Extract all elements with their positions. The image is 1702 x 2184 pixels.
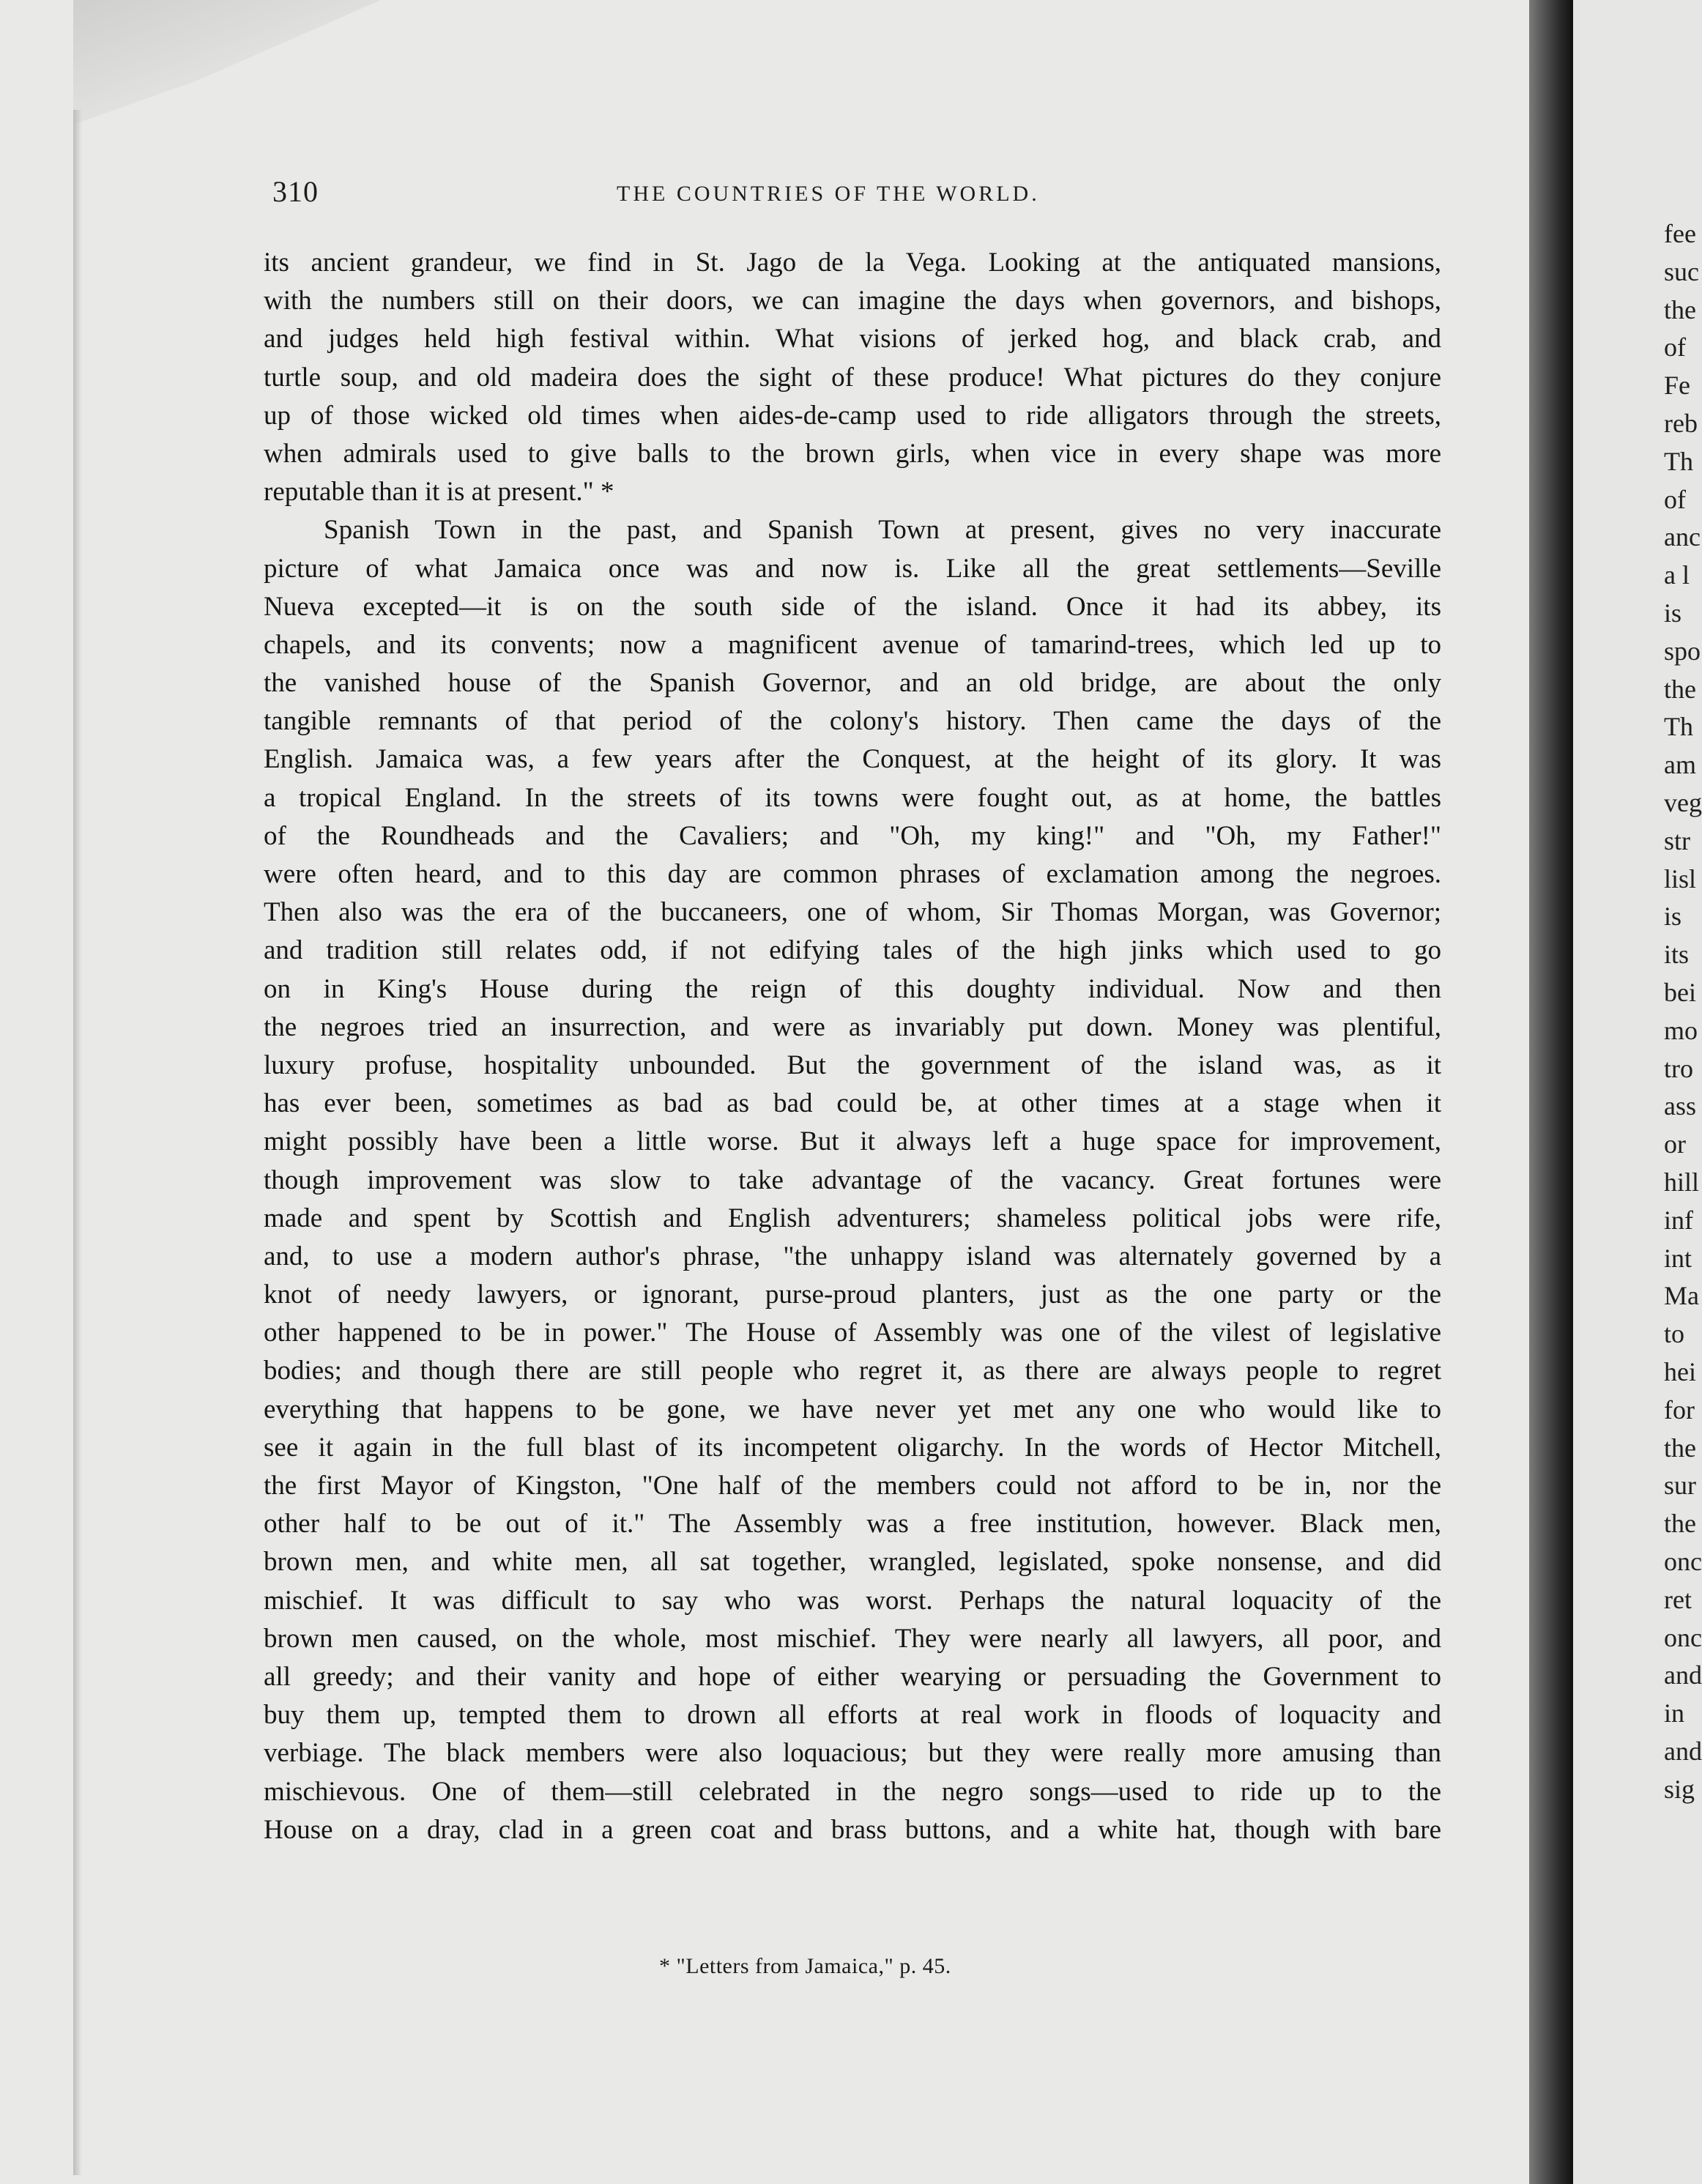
adjacent-line-fragment: bei xyxy=(1664,978,1696,1007)
text-line: brown men caused, on the whole, most mischief. They were nearly all lawyers, all poor, and xyxy=(264,1623,1441,1654)
text-line: with the numbers still on their doors, we can imagine the days when governors, and bishops, xyxy=(264,286,1441,316)
text-line: mischievous. One of them—still celebrated in the negro songs—used to ride up to the xyxy=(264,1776,1441,1807)
adjacent-line-fragment: tro xyxy=(1664,1053,1693,1083)
adjacent-line-fragment: and xyxy=(1664,1660,1702,1690)
text-line: mischief. It was difficult to say who was worst. Perhaps the natural loquacity of the xyxy=(264,1585,1441,1616)
text-line: when admirals used to give balls to the brown girls, when vice in every shape was more xyxy=(264,438,1441,469)
adjacent-line-fragment: anc xyxy=(1664,522,1701,552)
text-line: English. Jamaica was, a few years after the Conquest, at the height of its glory. It was xyxy=(264,744,1441,775)
text-line: the first Mayor of Kingston, "One half of the members could not afford to be in, nor the xyxy=(264,1471,1441,1501)
adjacent-line-fragment: the xyxy=(1664,294,1696,324)
adjacent-line-fragment: in xyxy=(1664,1698,1685,1728)
page-header xyxy=(272,174,1444,218)
adjacent-line-fragment: lisl xyxy=(1664,863,1697,894)
adjacent-line-fragment: am xyxy=(1664,750,1696,780)
adjacent-line-fragment: spo xyxy=(1664,636,1701,666)
text-line: the negroes tried an insurrection, and were as invariably put down. Money was plentiful, xyxy=(264,1011,1441,1042)
page-number: 310 xyxy=(272,175,319,208)
adjacent-line-fragment: and xyxy=(1664,1737,1702,1766)
adjacent-line-fragment: sig xyxy=(1664,1774,1695,1804)
text-line: everything that happens to be gone, we have never yet met any one who would like to xyxy=(264,1394,1441,1425)
adjacent-line-fragment: Fe xyxy=(1664,371,1690,401)
adjacent-line-fragment: or xyxy=(1664,1129,1686,1159)
text-line: turtle soup, and old madeira does the sight of these produce! What pictures do they conjure xyxy=(264,362,1441,393)
adjacent-line-fragment: of xyxy=(1664,484,1686,514)
adjacent-line-fragment: ret xyxy=(1664,1584,1692,1614)
text-line: House on a dray, clad in a green coat and brass buttons, and a white hat, though with bare xyxy=(264,1814,1441,1845)
text-line: see it again in the full blast of its incompetent oligarchy. In the words of Hector Mitchell, xyxy=(264,1432,1441,1463)
adjacent-line-fragment: Th xyxy=(1664,446,1693,476)
adjacent-line-fragment: a l xyxy=(1664,560,1690,590)
adjacent-line-fragment: to xyxy=(1664,1319,1685,1349)
adjacent-line-fragment: the xyxy=(1664,674,1696,704)
text-line: Then also was the era of the buccaneers, one of whom, Sir Thomas Morgan, was Governor; xyxy=(264,897,1441,928)
footnote: * "Letters from Jamaica," p. 45. xyxy=(659,1954,951,1978)
text-line: verbiage. The black members were also loquacious; but they were really more amusing than xyxy=(264,1738,1441,1769)
text-line: and, to use a modern author's phrase, "the unhappy island was alternately governed by a xyxy=(264,1241,1441,1271)
text-line: up of those wicked old times when aides-de-camp used to ride alligators through the streets, xyxy=(264,400,1441,431)
text-line: picture of what Jamaica once was and now is. Like all the great settlements—Seville xyxy=(264,553,1441,584)
text-line: other half to be out of it." The Assembly was a free institution, however. Black men, xyxy=(264,1509,1441,1539)
binding-gutter xyxy=(1529,0,1573,2184)
adjacent-line-fragment: int xyxy=(1664,1243,1692,1273)
adjacent-line-fragment: suc xyxy=(1664,256,1699,286)
adjacent-line-fragment: fee xyxy=(1664,219,1696,248)
text-line: a tropical England. In the streets of its towns were fought out, as at home, the battles xyxy=(264,782,1441,813)
adjacent-line-fragment: the xyxy=(1664,1433,1696,1463)
text-line: of the Roundheads and the Cavaliers; and "Oh, my king!" and "Oh, my Father!" xyxy=(264,820,1441,851)
adjacent-line-fragment: Th xyxy=(1664,712,1693,742)
adjacent-line-fragment: inf xyxy=(1664,1205,1693,1235)
adjacent-line-fragment: onc xyxy=(1664,1622,1702,1652)
text-line: chapels, and its convents; now a magnificent avenue of tamarind-trees, which led up to xyxy=(264,629,1441,660)
text-line: buy them up, tempted them to drown all efforts at real work in floods of loquacity and xyxy=(264,1700,1441,1731)
adjacent-line-fragment: is xyxy=(1664,598,1682,628)
adjacent-line-fragment: the xyxy=(1664,1509,1696,1539)
text-line: knot of needy lawyers, or ignorant, purse-proud planters, just as the one party or the xyxy=(264,1279,1441,1310)
text-line: its ancient grandeur, we find in St. Jago de la Vega. Looking at the antiquated mansions, xyxy=(264,248,1441,278)
text-line: reputable than it is at present." * xyxy=(264,477,614,508)
adjacent-line-fragment: its xyxy=(1664,940,1690,970)
adjacent-line-fragment: reb xyxy=(1664,409,1698,438)
page-left-edge xyxy=(73,110,82,2175)
text-line: Nueva excepted—it is on the south side of the island. Once it had its abbey, its xyxy=(264,591,1441,622)
text-line: other happened to be in power." The House of Assembly was one of the vilest of legislative xyxy=(264,1318,1441,1348)
adjacent-line-fragment: mo xyxy=(1664,1015,1698,1045)
adjacent-line-fragment: for xyxy=(1664,1394,1695,1425)
adjacent-line-fragment: veg xyxy=(1664,788,1702,817)
text-line: and tradition still relates odd, if not edifying tales of the high jinks which used to go xyxy=(264,935,1441,966)
text-line: brown men, and white men, all sat together, wrangled, legislated, spoke nonsense, and did xyxy=(264,1547,1441,1578)
adjacent-line-fragment: hei xyxy=(1664,1357,1696,1386)
adjacent-line-fragment: onc xyxy=(1664,1547,1702,1576)
text-line: were often heard, and to this day are common phrases of exclamation among the negroes. xyxy=(264,859,1441,889)
text-line: the vanished house of the Spanish Governor, and an old bridge, are about the only xyxy=(264,668,1441,699)
text-line: luxury profuse, hospitality unbounded. But the government of the island was, as it xyxy=(264,1050,1441,1080)
running-title: THE COUNTRIES OF THE WORLD. xyxy=(617,182,1040,206)
text-line: tangible remnants of that period of the colony's history. Then came the days of the xyxy=(264,706,1441,737)
text-line: made and spent by Scottish and English adventurers; shameless political jobs were rife, xyxy=(264,1203,1441,1233)
adjacent-line-fragment: Ma xyxy=(1664,1281,1699,1311)
text-line: might possibly have been a little worse. But it always left a huge space for improvement, xyxy=(264,1126,1441,1157)
adjacent-line-fragment: ass xyxy=(1664,1091,1696,1121)
text-line: on in King's House during the reign of this doughty individual. Now and then xyxy=(264,973,1441,1004)
text-line: has ever been, sometimes as bad as bad could be, at other times at a stage when it xyxy=(264,1088,1441,1119)
adjacent-line-fragment: of xyxy=(1664,333,1686,363)
adjacent-line-fragment: sur xyxy=(1664,1471,1696,1501)
text-line: Spanish Town in the past, and Spanish Town at present, gives no very inaccurate xyxy=(324,515,1441,546)
adjacent-line-fragment: hill xyxy=(1664,1167,1700,1197)
body-text xyxy=(264,244,1441,1849)
text-line: though improvement was slow to take advantage of the vacancy. Great fortunes were xyxy=(264,1165,1441,1195)
adjacent-line-fragment: is xyxy=(1664,902,1682,932)
adjacent-line-fragment: str xyxy=(1664,825,1690,855)
text-line: and judges held high festival within. What visions of jerked hog, and black crab, and xyxy=(264,324,1441,354)
text-line: bodies; and though there are still people who regret it, as there are always people to regret xyxy=(264,1356,1441,1386)
text-line: all greedy; and their vanity and hope of either wearying or persuading the Government to xyxy=(264,1661,1441,1692)
